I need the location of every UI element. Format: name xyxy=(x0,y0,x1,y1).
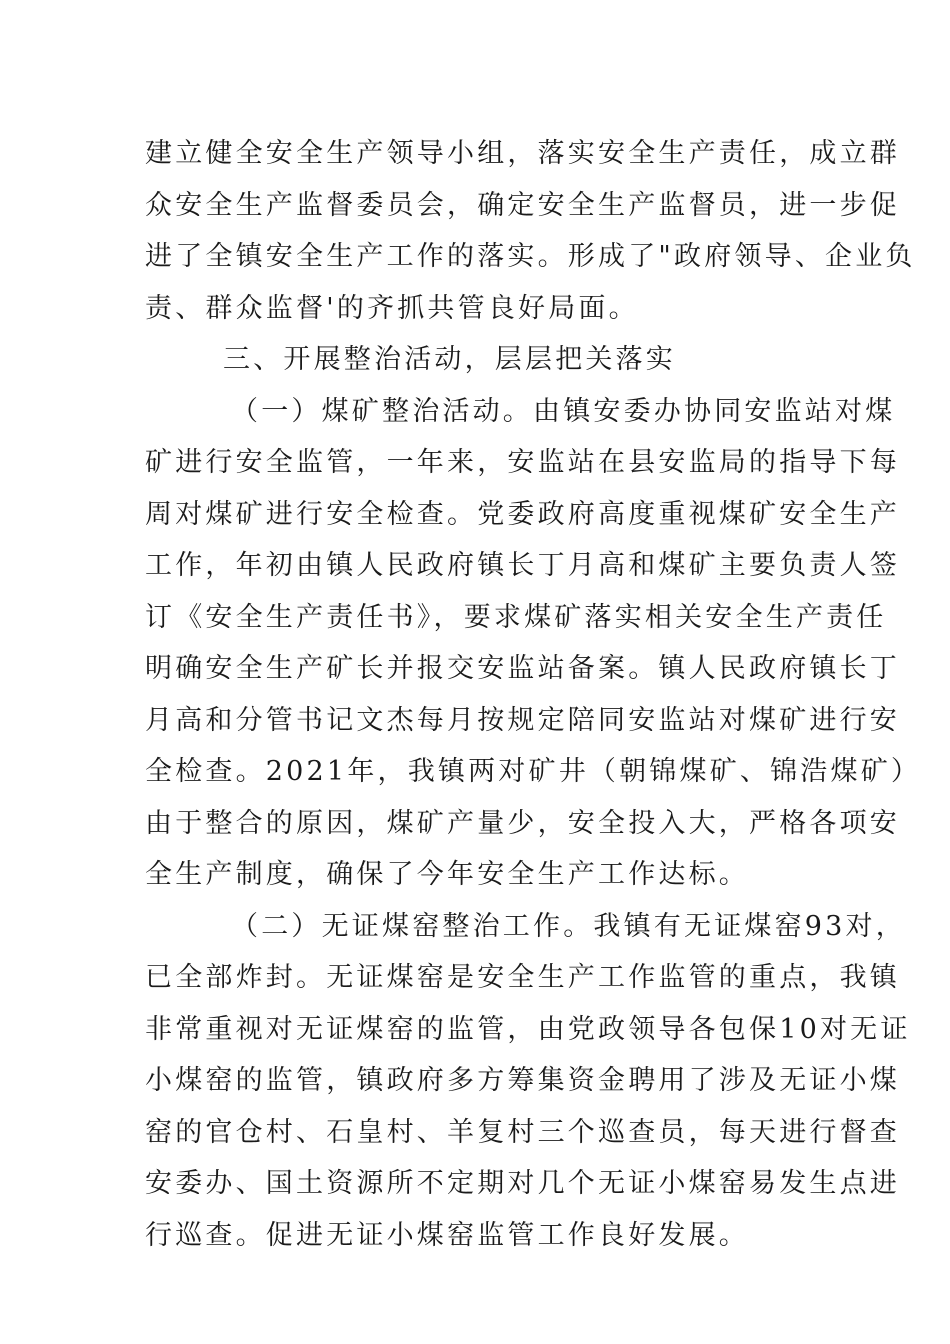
text-line: （一）煤矿整治活动。由镇安委办协同安监站对煤 xyxy=(231,395,896,427)
text-line: 行巡查。促进无证小煤窑监管工作良好发展。 xyxy=(145,1219,749,1251)
text-line: 责、群众监督'的齐抓共管良好局面。 xyxy=(145,292,639,324)
text-line: 由于整合的原因，煤矿产量少，安全投入大，严格各项安 xyxy=(145,807,900,839)
text-line: 全生产制度，确保了今年安全生产工作达标。 xyxy=(145,859,749,890)
text-line: 小煤窑的监管，镇政府多方筹集资金聘用了涉及无证小煤 xyxy=(145,1065,900,1096)
text-line: 非常重视对无证煤窑的监管，由党政领导各包保10对无证 xyxy=(145,1013,911,1045)
document-body xyxy=(145,128,922,1261)
text-line: 订《安全生产责任书》，要求煤矿落实相关安全生产责任 xyxy=(145,601,887,633)
text-line: 周对煤矿进行安全检查。党委政府高度重视煤矿安全生产 xyxy=(145,498,900,530)
section-heading: 三、开展整治活动，层层把关落实 xyxy=(223,344,676,375)
text-line: 建立健全安全生产领导小组，落实安全生产责任，成立群 xyxy=(145,138,900,169)
text-line: 工作，年初由镇人民政府镇长丁月高和煤矿主要负责人签 xyxy=(145,550,900,581)
text-line: 众安全生产监督委员会，确定安全生产监督员，进一步促 xyxy=(145,189,900,221)
text-line: 窑的官仓村、石皇村、羊复村三个巡查员，每天进行督查 xyxy=(145,1116,900,1148)
text-line: 月高和分管书记文杰每月按规定陪同安监站对煤矿进行安 xyxy=(145,704,900,736)
text-line: 进了全镇安全生产工作的落实。形成了"政府领导、企业负 xyxy=(145,241,916,272)
text-line: 明确安全生产矿长并报交安监站备案。镇人民政府镇长丁 xyxy=(145,653,900,684)
text-line: 矿进行安全监管，一年来，安监站在县安监局的指导下每 xyxy=(145,447,900,478)
text-line: 全检查。2021年，我镇两对矿井（朝锦煤矿、锦浩煤矿） xyxy=(145,756,922,787)
text-line: 安委办、国土资源所不定期对几个无证小煤窑易发生点进 xyxy=(145,1168,900,1199)
text-line: （二）无证煤窑整治工作。我镇有无证煤窑93对， xyxy=(231,910,906,942)
text-line: 已全部炸封。无证煤窑是安全生产工作监管的重点，我镇 xyxy=(145,962,900,993)
